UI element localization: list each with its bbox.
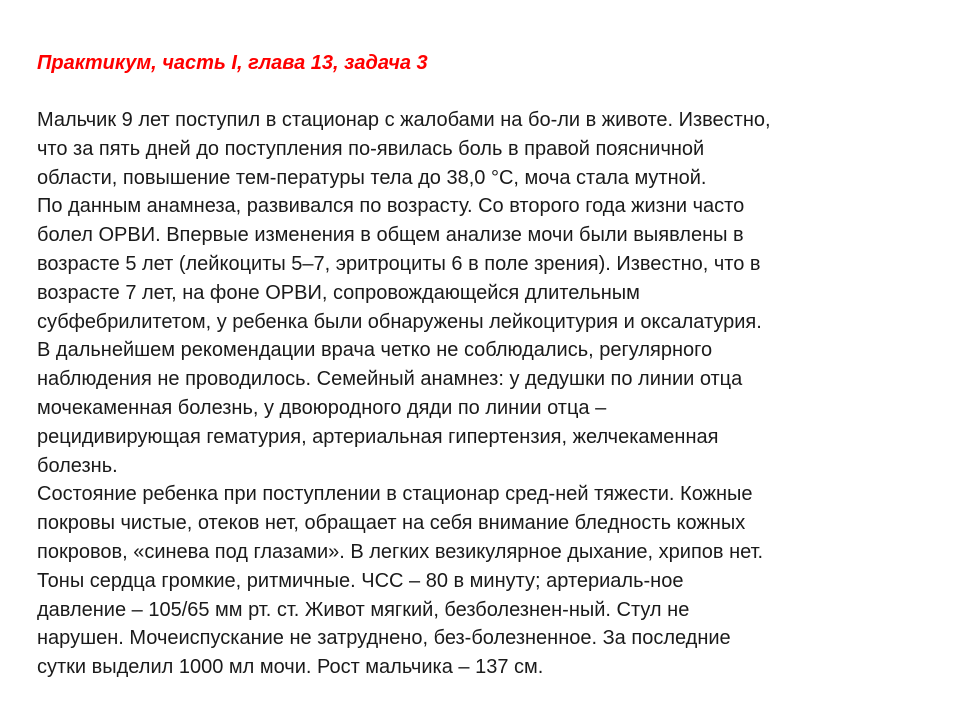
text-line: покровы чистые, отеков нет, обращает на себя внимание бледность кожных [37,512,746,535]
text-line: В дальнейшем рекомендации врача четко не соблюдались, регулярного [37,339,713,362]
text-line: давление – 105/65 мм рт. ст. Живот мягкий, безболезнен-ный. Стул не [37,598,690,621]
text-line: болел ОРВИ. Впервые изменения в общем анализе мочи были выявлены в [37,224,744,247]
case-description [37,106,937,682]
text-line: области, повышение тем-пературы тела до 38,0 °С, моча стала мутной. [37,166,707,189]
text-line: что за пять дней до поступления по-явилась боль в правой поясничной [37,137,705,160]
text-line: По данным анамнеза, развивался по возрасту. Со второго года жизни часто [37,195,745,218]
text-line: возрасте 7 лет, на фоне ОРВИ, сопровождающейся длительным [37,281,640,304]
text-line: субфебрилитетом, у ребенка были обнаружены лейкоцитурия и оксалатурия. [37,310,762,333]
text-line: Мальчик 9 лет поступил в стационар с жалобами на бо-ли в животе. Известно, [37,109,771,131]
text-line: Тоны сердца громкие, ритмичные. ЧСС – 80 в минуту; артериаль-ное [37,569,684,592]
text-line: сутки выделил 1000 мл мочи. Рост мальчика – 137 см. [37,656,544,679]
text-line: Состояние ребенка при поступлении в стационар сред-ней тяжести. Кожные [37,483,753,506]
text-line: наблюдения не проводилось. Семейный анамнез: у дедушки по линии отца [37,368,743,391]
slide-title: Практикум, часть I, глава 13, задача 3 [37,52,428,74]
text-line: нарушен. Мочеиспускание не затруднено, без-болезненное. За последние [37,627,731,650]
text-line: возрасте 5 лет (лейкоциты 5–7, эритроциты 6 в поле зрения). Известно, что в [37,252,761,275]
text-line: рецидивирующая гематурия, артериальная гипертензия, желчекаменная [37,425,719,448]
text-line: болезнь. [37,454,118,477]
text-line: мочекаменная болезнь, у двоюродного дяди по линии отца – [37,396,607,419]
text-line: покровов, «синева под глазами». В легких везикулярное дыхание, хрипов нет. [37,540,764,563]
